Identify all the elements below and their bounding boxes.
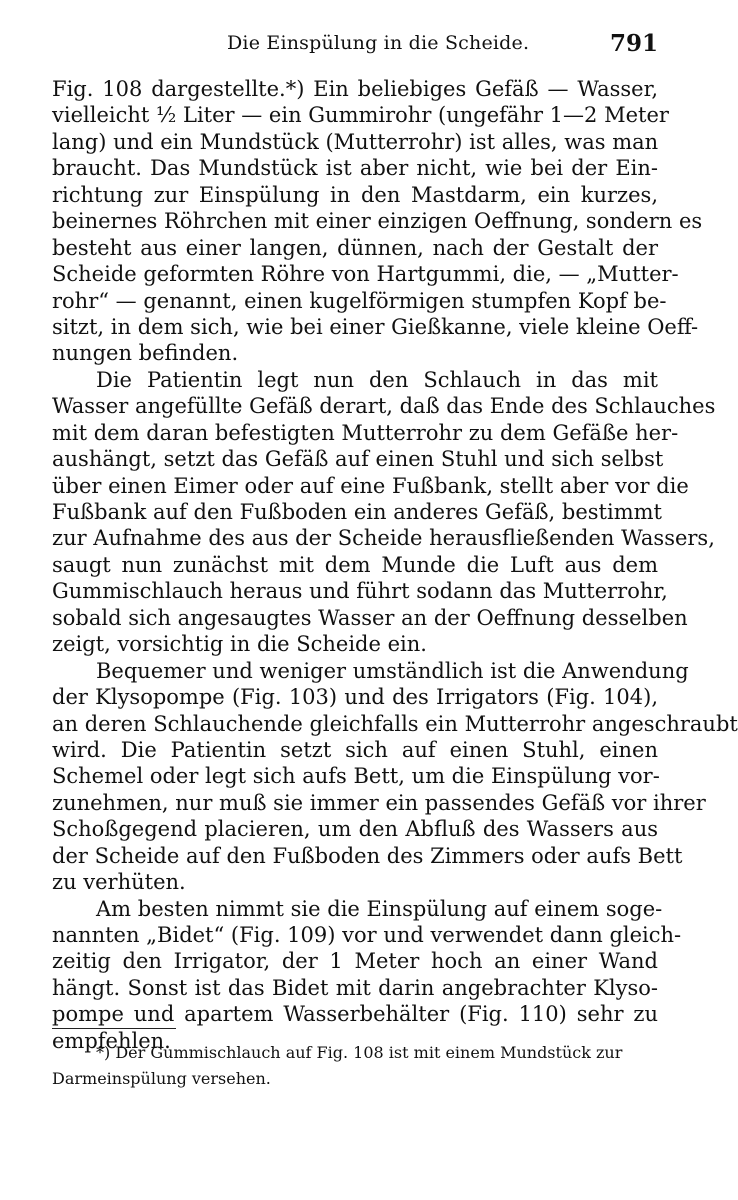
text-line: Fußbank auf den Fußboden ein anderes Gefäß, bestimmt xyxy=(52,500,662,524)
running-title: Die Einspülung in die Scheide. xyxy=(227,32,530,54)
text-line: braucht. Das Mundstück ist aber nicht, wie bei der Ein- xyxy=(52,156,658,181)
text-line: Gummischlauch heraus und führt sodann das Mutterrohr, xyxy=(52,579,668,604)
text-line: nungen befinden. xyxy=(52,341,239,366)
text-line: zu verhüten. xyxy=(52,870,186,895)
text-line: zur Aufnahme des aus der Scheide herausfließenden Wassers, xyxy=(52,526,715,551)
page-header xyxy=(52,30,658,62)
text-line: empfehlen. xyxy=(52,1028,171,1053)
footnote-line: *) Der Gummischlauch auf Fig. 108 ist mit einem Mundstück zur xyxy=(96,1043,623,1062)
text-line: saugt nun zunächst mit dem Munde die Luft aus dem xyxy=(52,552,658,577)
text-line: hängt. Sonst ist das Bidet mit darin angebrachter Klyso- xyxy=(52,975,658,1000)
text-line: Schemel oder legt sich aufs Bett, um die Einspülung vor- xyxy=(52,764,660,789)
footnote-divider xyxy=(52,1028,176,1029)
text-line: nannten „Bidet“ (Fig. 109) vor und verwendet dann gleich- xyxy=(52,923,682,947)
text-line: aushängt, setzt das Gefäß auf einen Stuhl und sich selbst xyxy=(52,447,664,472)
text-line: besteht aus einer langen, dünnen, nach der Gestalt der xyxy=(52,235,658,260)
text-line: sobald sich angesaugtes Wasser an der Oeffnung desselben xyxy=(52,605,688,630)
text-line: vielleicht ½ Liter — ein Gummirohr (ungefähr 1—2 Meter xyxy=(52,103,669,128)
text-line: mit dem daran befestigten Mutterrohr zu dem Gefäße her- xyxy=(52,420,679,445)
page-number: 791 xyxy=(609,30,658,57)
text-line: beinernes Röhrchen mit einer einzigen Oeffnung, sondern es xyxy=(52,209,703,234)
text-line: sitzt, in dem sich, wie bei einer Gießkanne, viele kleine Oeff- xyxy=(52,314,699,339)
footnote xyxy=(52,1040,658,1092)
body-text xyxy=(52,76,738,1054)
text-line: zunehmen, nur muß sie immer ein passendes Gefäß vor ihrer xyxy=(52,790,706,815)
text-line: Die Patientin legt nun den Schlauch in das mit xyxy=(96,367,658,392)
text-line: Bequemer und weniger umständlich ist die Anwendung xyxy=(96,658,689,683)
text-line: der Klysopompe (Fig. 103) und des Irrigators (Fig. 104), xyxy=(52,685,658,710)
text-line: richtung zur Einspülung in den Mastdarm, ein kurzes, xyxy=(52,182,658,207)
text-line: Wasser angefüllte Gefäß derart, daß das Ende des Schlauches xyxy=(52,394,716,419)
text-line: Schoßgegend placieren, um den Abfluß des Wassers aus xyxy=(52,817,658,842)
text-line: Am besten nimmt sie die Einspülung auf einem soge- xyxy=(96,896,663,921)
text-line: wird. Die Patientin setzt sich auf einen Stuhl, einen xyxy=(52,737,658,762)
text-line: lang) und ein Mundstück (Mutterrohr) ist alles, was man xyxy=(52,129,659,154)
footnote-line: Darmeinspülung versehen. xyxy=(52,1069,271,1088)
text-line: Fig. 108 dargestellte.*) Ein beliebiges Gefäß — Wasser, xyxy=(52,77,658,101)
text-line: der Scheide auf den Fußboden des Zimmers oder aufs Bett xyxy=(52,843,683,868)
text-line: rohr“ — genannt, einen kugelförmigen stumpfen Kopf be- xyxy=(52,288,667,313)
text-line: an deren Schlauchende gleichfalls ein Mutterrohr angeschraubt xyxy=(52,711,738,736)
text-line: zeigt, vorsichtig in die Scheide ein. xyxy=(52,632,427,657)
text-line: Scheide geformten Röhre von Hartgummi, die, — „Mutter- xyxy=(52,262,679,287)
text-line: zeitig den Irrigator, der 1 Meter hoch an einer Wand xyxy=(52,949,658,974)
text-line: über einen Eimer oder auf eine Fußbank, stellt aber vor die xyxy=(52,473,689,498)
text-line: pompe und apartem Wasserbehälter (Fig. 110) sehr zu xyxy=(52,1002,658,1027)
